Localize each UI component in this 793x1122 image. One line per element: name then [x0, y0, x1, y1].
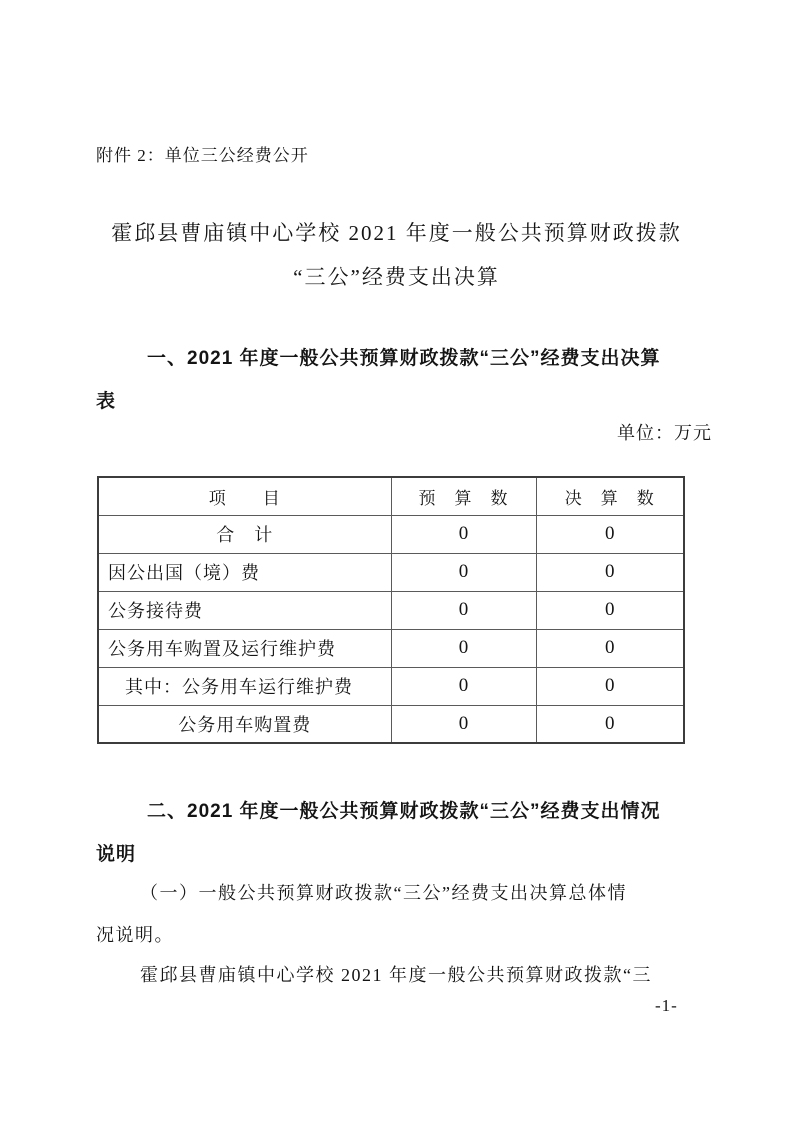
page-number: -1-: [655, 996, 678, 1015]
table-row-abroad-expense: [98, 553, 684, 591]
final-cell: 0: [536, 515, 684, 553]
column-header-budget: 预 算 数: [391, 477, 536, 515]
table-row-total: [98, 515, 684, 553]
table-unit-note: 单位：万元: [617, 423, 712, 443]
item-cell: 公务用车购置及运行维护费: [98, 629, 391, 667]
item-cell: 其中：公务用车运行维护费: [98, 667, 391, 705]
section-2-heading-line1: 二、2021 年度一般公共预算财政拨款“三公”经费支出情况: [147, 801, 661, 822]
budget-table: [97, 476, 685, 744]
column-header-final: 决 算 数: [536, 477, 684, 515]
paragraph-overall-note-line2: 况说明。: [96, 925, 174, 945]
section-1-heading-line2: 表: [96, 391, 117, 412]
table-row-vehicle-purchase: [98, 705, 684, 743]
document-title: [0, 211, 793, 299]
item-cell: 因公出国（境）费: [98, 553, 391, 591]
section-1-heading: [96, 337, 711, 423]
section-1-heading-line1: 一、2021 年度一般公共预算财政拨款“三公”经费支出决算: [147, 348, 661, 369]
final-cell: 0: [536, 553, 684, 591]
column-header-item: 项 目: [98, 477, 391, 515]
section-2-heading-line2: 说明: [96, 844, 137, 865]
budget-cell: 0: [391, 515, 536, 553]
budget-cell: 0: [391, 553, 536, 591]
budget-cell: 0: [391, 705, 536, 743]
table-row-reception-expense: [98, 591, 684, 629]
table-row-vehicle-purchase-and-maintenance: [98, 629, 684, 667]
item-cell: 公务用车购置费: [98, 705, 391, 743]
paragraph-overall-note-line1: （一）一般公共预算财政拨款“三公”经费支出决算总体情: [140, 883, 627, 903]
paragraph-school-note: [96, 954, 711, 996]
document-title-line2: “三公”经费支出决算: [293, 265, 500, 289]
item-cell: 公务接待费: [98, 591, 391, 629]
table-header-row: [98, 477, 684, 515]
budget-cell: 0: [391, 629, 536, 667]
final-cell: 0: [536, 629, 684, 667]
document-title-line1: 霍邱县曹庙镇中心学校 2021 年度一般公共预算财政拨款: [111, 221, 682, 245]
final-cell: 0: [536, 667, 684, 705]
budget-cell: 0: [391, 591, 536, 629]
budget-cell: 0: [391, 667, 536, 705]
final-cell: 0: [536, 705, 684, 743]
section-2-heading: [96, 790, 711, 876]
item-cell: 合 计: [98, 515, 391, 553]
paragraph-school-note-line1: 霍邱县曹庙镇中心学校 2021 年度一般公共预算财政拨款“三: [140, 965, 652, 985]
final-cell: 0: [536, 591, 684, 629]
attachment-label: 附件 2：单位三公经费公开: [96, 146, 309, 165]
paragraph-overall-note: [96, 872, 711, 956]
table-row-vehicle-maintenance: [98, 667, 684, 705]
